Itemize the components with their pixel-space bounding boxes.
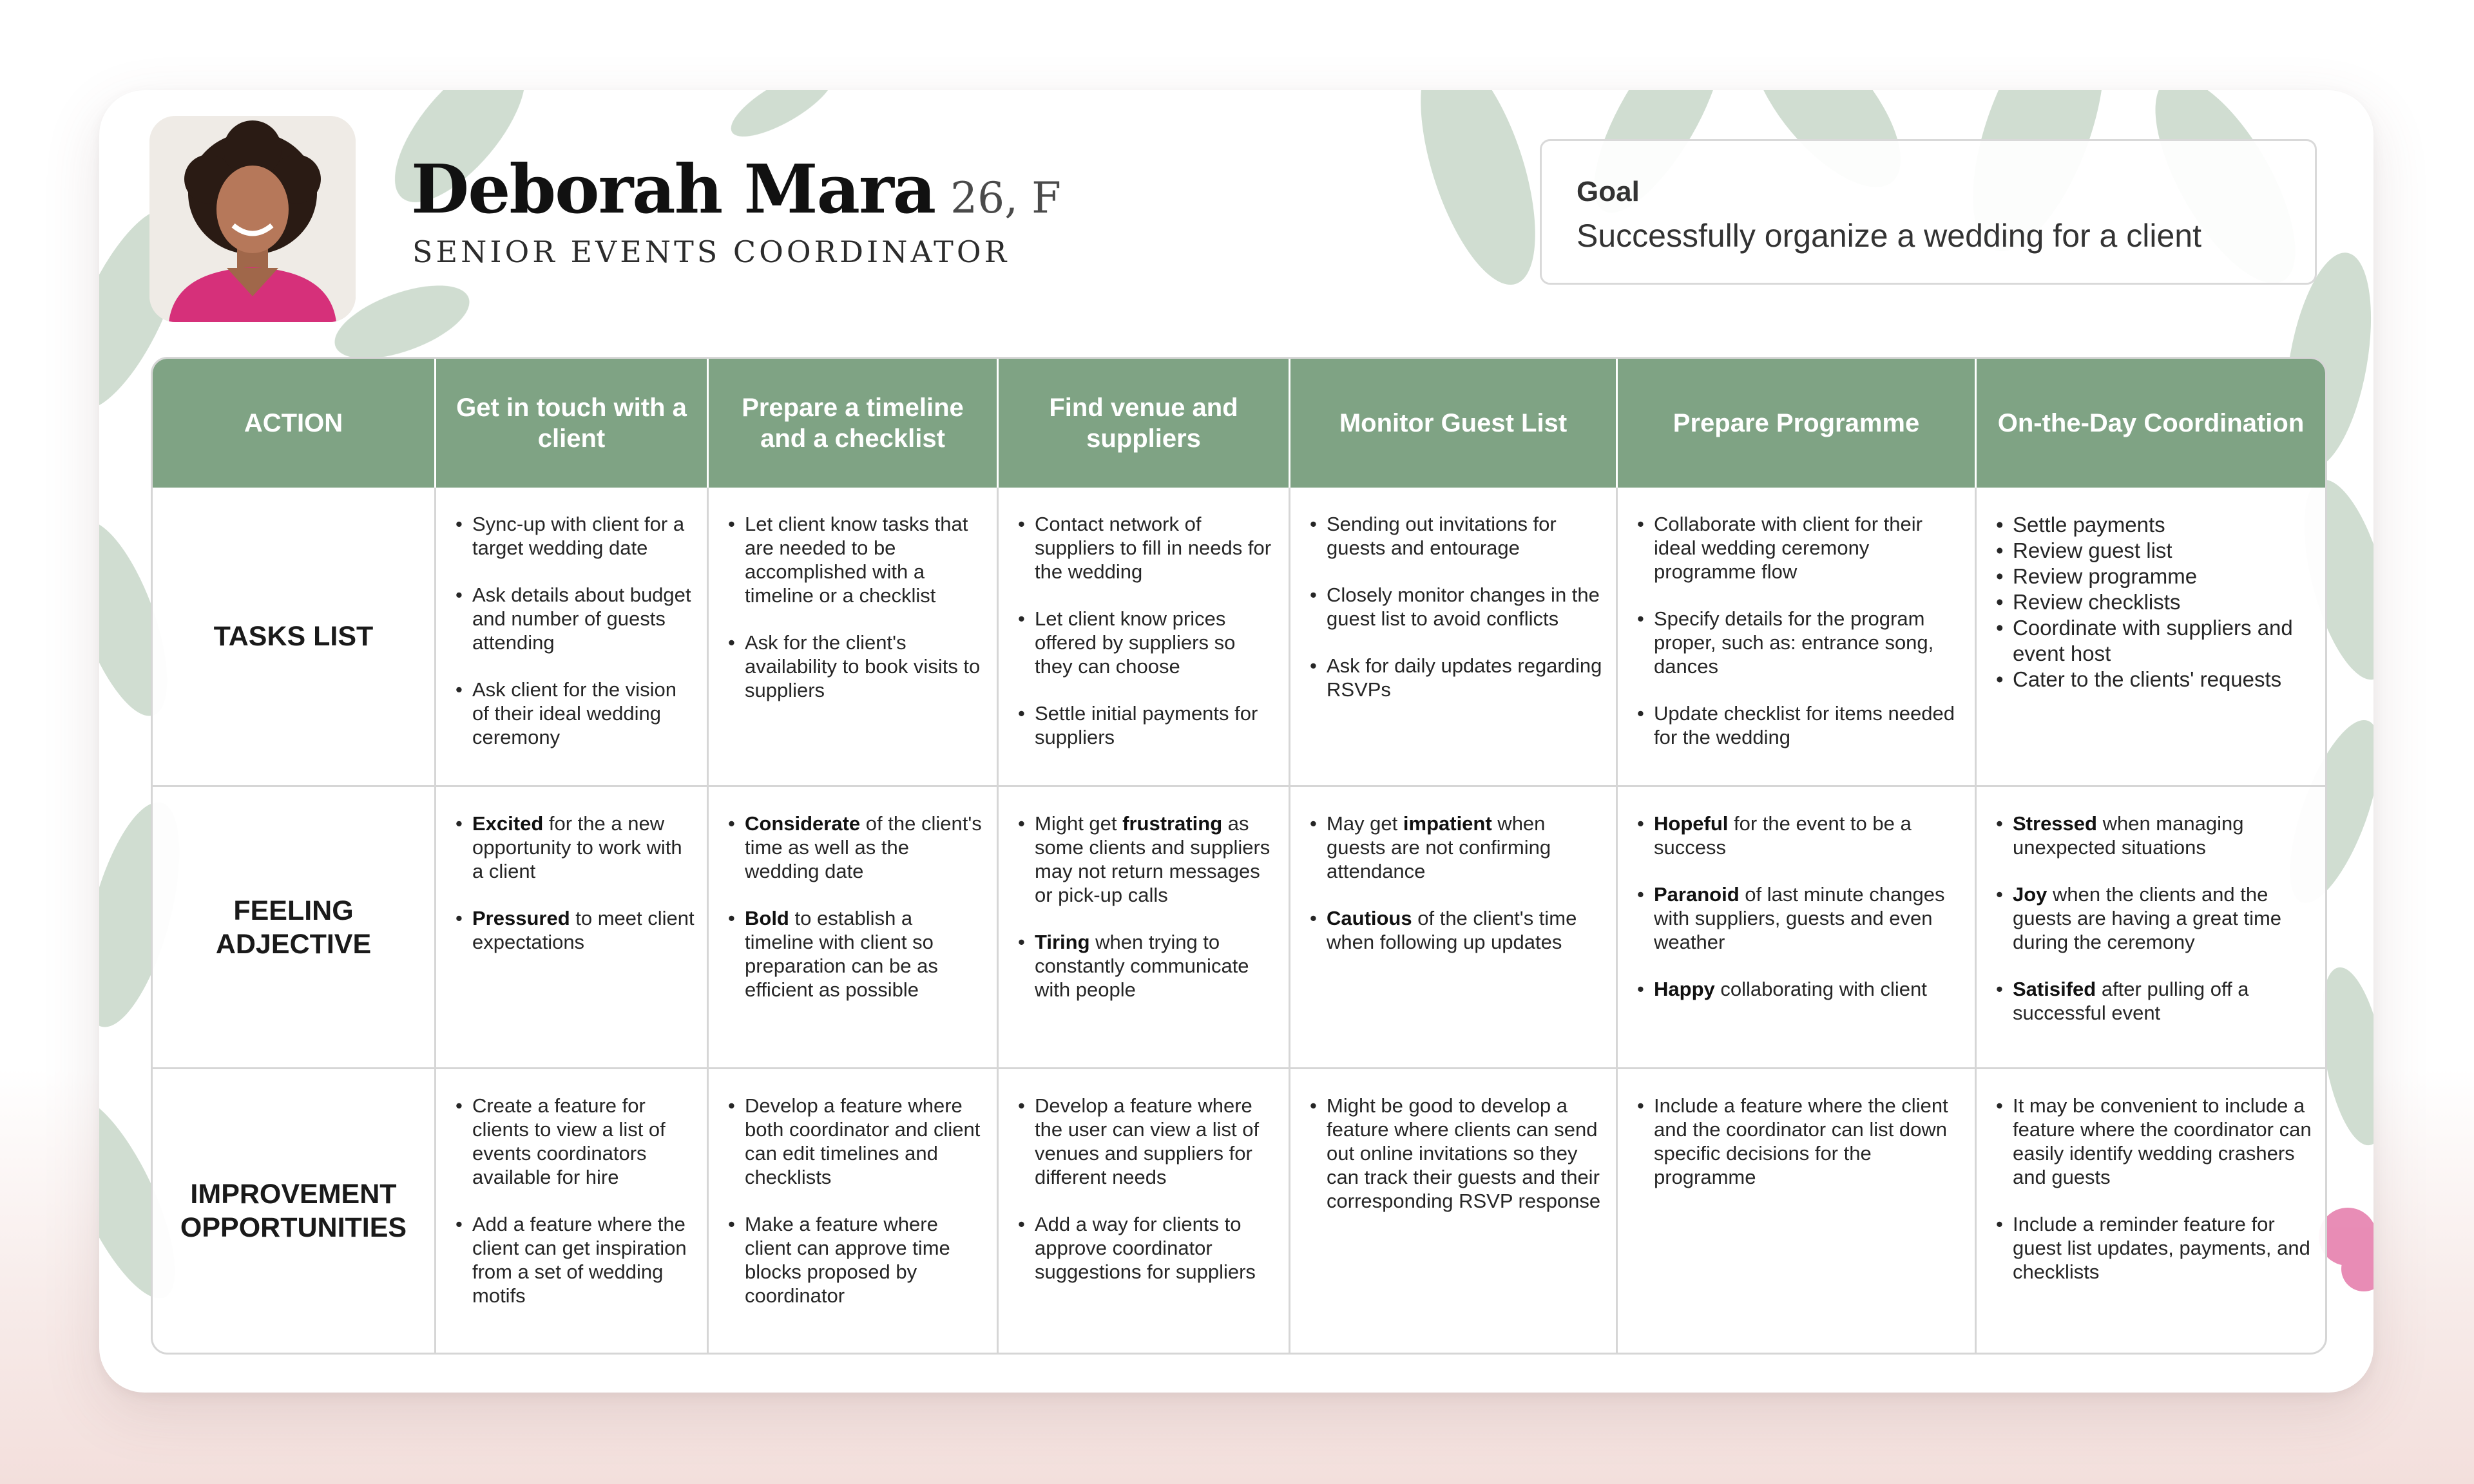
feeling-keyword: Bold — [745, 907, 789, 929]
feeling-keyword: Paranoid — [1654, 883, 1740, 906]
item-text: Review programme — [2013, 564, 2198, 588]
column-header: Monitor Guest List — [1290, 359, 1618, 488]
item-text: Cater to the clients' requests — [2013, 667, 2282, 691]
item-text: Contact network of suppliers to fill in needs for the wedding — [1035, 513, 1272, 583]
item-text: Add a way for clients to approve coordinator suggestions for suppliers — [1035, 1213, 1256, 1283]
bullet-list — [1309, 812, 1606, 954]
column-header: Get in touch with a client — [436, 359, 709, 488]
bullet-list — [1636, 512, 1964, 749]
item-text: Sending out invitations for guests and entourage — [1327, 513, 1557, 559]
bullet-list — [1309, 512, 1606, 701]
item-text: Specify details for the program proper, such as: entrance song, dances — [1654, 607, 1934, 678]
row-label: FEELING ADJECTIVE — [153, 787, 436, 1069]
goal-label: Goal — [1577, 176, 1640, 207]
list-item — [1995, 512, 2315, 538]
feeling-keyword: Stressed — [2013, 812, 2097, 835]
list-item — [1636, 512, 1964, 584]
list-item — [1017, 512, 1278, 584]
feeling-keyword: impatient — [1403, 812, 1492, 835]
action-header: ACTION — [153, 359, 436, 488]
bullet-list — [1636, 812, 1964, 1001]
item-text: Review checklists — [2013, 590, 2181, 614]
table-cell — [1290, 488, 1618, 787]
item-text: for the a new opportunity to work with a client — [472, 812, 682, 882]
list-item — [454, 512, 696, 560]
bullet-list — [1995, 812, 2315, 1025]
item-text: Update checklist for items needed for the wedding — [1654, 702, 1955, 748]
list-item — [454, 812, 696, 883]
bullet-list — [454, 1094, 696, 1308]
list-item — [1017, 812, 1278, 907]
bullet-list — [1017, 512, 1278, 749]
list-item — [454, 906, 696, 954]
item-text: when managing unexpected situations — [2013, 812, 2244, 859]
list-item — [454, 678, 696, 749]
list-item — [1995, 538, 2315, 564]
feeling-keyword: Considerate — [745, 812, 861, 835]
table-cell — [1618, 787, 1977, 1069]
bullet-list — [1309, 1094, 1606, 1213]
feeling-keyword: Excited — [472, 812, 544, 835]
list-item — [1309, 906, 1606, 954]
item-text: of the client's time as well as the wedding date — [745, 812, 982, 882]
goal-text: Successfully organize a wedding for a client — [1577, 218, 2201, 254]
table-cell — [1977, 787, 2325, 1069]
list-item — [1309, 1094, 1606, 1213]
feeling-keyword: Tiring — [1035, 931, 1090, 953]
list-item — [1309, 812, 1606, 883]
item-text: when the clients and the guests are having a great time during the ceremony — [2013, 883, 2282, 953]
persona-age-gender: 26, F — [950, 173, 1061, 223]
item-text: Create a feature for clients to view a list of events coordinators available for hire — [472, 1094, 666, 1188]
list-item — [727, 1094, 986, 1189]
list-item — [1995, 1212, 2315, 1284]
persona-card — [99, 90, 2373, 1393]
item-text: when guests are not confirming attendance — [1327, 812, 1551, 882]
list-item — [1017, 607, 1278, 678]
list-item — [1636, 812, 1964, 859]
column-header: On-the-Day Coordination — [1977, 359, 2325, 488]
table-cell — [999, 1069, 1290, 1353]
table-row-improvements — [153, 1069, 2325, 1353]
item-text: Include a feature where the client and the coordinator can list down specific decisions for the programme — [1654, 1094, 1948, 1188]
list-item — [1017, 1212, 1278, 1284]
item-text: Ask client for the vision of their ideal wedding ceremony — [472, 678, 677, 748]
list-item — [1636, 607, 1964, 678]
table-cell — [1618, 488, 1977, 787]
bullet-list — [454, 512, 696, 749]
list-item — [1017, 1094, 1278, 1189]
feeling-keyword: Satisifed — [2013, 978, 2096, 1000]
column-header: Prepare Programme — [1618, 359, 1977, 488]
item-text: Develop a feature where both coordinator and client can edit timelines and checklists — [745, 1094, 981, 1188]
persona-name: Deborah Mara — [411, 149, 935, 229]
bullet-list — [1995, 1094, 2315, 1284]
table-cell — [1290, 1069, 1618, 1353]
table-cell — [436, 787, 709, 1069]
avatar — [149, 116, 356, 322]
list-item — [1995, 667, 2315, 692]
table-row-feelings — [153, 787, 2325, 1069]
list-item — [1995, 977, 2315, 1025]
item-text: Let client know prices offered by suppliers so they can choose — [1035, 607, 1236, 678]
goal-box — [1540, 139, 2317, 285]
table-cell — [999, 787, 1290, 1069]
list-item — [1636, 977, 1964, 1001]
list-item — [1636, 701, 1964, 749]
item-prefix: Might get — [1035, 812, 1123, 835]
table-cell — [1290, 787, 1618, 1069]
item-prefix: May get — [1327, 812, 1403, 835]
table-cell — [436, 1069, 709, 1353]
table-cell — [436, 488, 709, 787]
feeling-keyword: Hopeful — [1654, 812, 1729, 835]
table-cell — [709, 1069, 999, 1353]
list-item — [1017, 701, 1278, 749]
bullet-list — [727, 812, 986, 1002]
list-item — [1309, 583, 1606, 631]
item-text: Sync-up with client for a target wedding date — [472, 513, 685, 559]
list-item — [454, 1094, 696, 1189]
item-text: when trying to constantly communicate with people — [1035, 931, 1249, 1001]
table-cell — [1977, 1069, 2325, 1353]
column-header: Prepare a timeline and a checklist — [709, 359, 999, 488]
list-item — [1995, 615, 2315, 667]
item-text: Collaborate with client for their ideal wedding ceremony programme flow — [1654, 513, 1923, 583]
list-item — [454, 583, 696, 654]
list-item — [1995, 812, 2315, 859]
feeling-keyword: Happy — [1654, 978, 1715, 1000]
list-item — [1636, 1094, 1964, 1189]
item-text: Add a feature where the client can get inspiration from a set of wedding motifs — [472, 1213, 687, 1307]
item-text: collaborating with client — [1714, 978, 1927, 1000]
item-text: Settle payments — [2013, 513, 2165, 537]
list-item — [1995, 1094, 2315, 1189]
list-item — [454, 1212, 696, 1308]
list-item — [1995, 882, 2315, 954]
list-item — [1995, 589, 2315, 615]
item-text: Ask details about budget and number of guests attending — [472, 584, 691, 654]
table-cell — [1618, 1069, 1977, 1353]
table-cell — [709, 787, 999, 1069]
item-text: Might be good to develop a feature where clients can send out online invitations so they can track their guests and their corresponding RSVP response — [1327, 1094, 1601, 1212]
portrait-photo — [149, 116, 356, 322]
persona-role: SENIOR EVENTS COORDINATOR — [412, 234, 1010, 269]
bullet-list — [1636, 1094, 1964, 1189]
table-cell — [709, 488, 999, 787]
row-label: TASKS LIST — [153, 488, 436, 787]
item-text: Make a feature where client can approve time blocks proposed by coordinator — [745, 1213, 950, 1307]
item-text: Ask for daily updates regarding RSVPs — [1327, 654, 1602, 701]
item-text: Include a reminder feature for guest list updates, payments, and checklists — [2013, 1213, 2310, 1283]
item-text: Review guest list — [2013, 538, 2172, 562]
column-header: Find venue and suppliers — [999, 359, 1290, 488]
bullet-list — [454, 812, 696, 954]
list-item — [1309, 512, 1606, 560]
item-text: to meet client expectations — [472, 907, 695, 953]
list-item — [1995, 564, 2315, 589]
feeling-keyword: Joy — [2013, 883, 2047, 906]
feeling-keyword: Cautious — [1327, 907, 1412, 929]
item-text: of the client's time when following up updates — [1327, 907, 1577, 953]
list-item — [727, 1212, 986, 1308]
item-text: Let client know tasks that are needed to be accomplished with a timeline or a checklist — [745, 513, 968, 607]
item-text: as some clients and suppliers may not return messages or pick-up calls — [1035, 812, 1271, 906]
item-text: Coordinate with suppliers and event host — [2013, 616, 2293, 665]
list-item — [727, 631, 986, 702]
bullet-list — [1995, 512, 2315, 692]
bullet-list — [727, 1094, 986, 1308]
header-row — [153, 359, 2325, 488]
list-item — [727, 812, 986, 883]
list-item — [727, 906, 986, 1002]
journey-table — [151, 357, 2327, 1355]
persona-name-row — [411, 149, 1061, 229]
item-text: of last minute changes with suppliers, guests and even weather — [1654, 883, 1945, 953]
feeling-keyword: Pressured — [472, 907, 570, 929]
item-text: for the event to be a success — [1654, 812, 1912, 859]
list-item — [1636, 882, 1964, 954]
table-cell — [1977, 488, 2325, 787]
table-cell — [999, 488, 1290, 787]
item-text: Settle initial payments for suppliers — [1035, 702, 1258, 748]
bullet-list — [727, 512, 986, 702]
list-item — [1017, 930, 1278, 1002]
item-text: after pulling off a successful event — [2013, 978, 2249, 1024]
item-text: Ask for the client's availability to book visits to suppliers — [745, 631, 981, 701]
bullet-list — [1017, 812, 1278, 1002]
feeling-keyword: frustrating — [1122, 812, 1223, 835]
item-text: Closely monitor changes in the guest list to avoid conflicts — [1327, 584, 1600, 630]
bullet-list — [1017, 1094, 1278, 1284]
list-item — [727, 512, 986, 607]
item-text: Develop a feature where the user can view a list of venues and suppliers for different needs — [1035, 1094, 1260, 1188]
item-text: It may be convenient to include a feature where the coordinator can easily identify wedding crashers and guests — [2013, 1094, 2312, 1188]
list-item — [1309, 654, 1606, 701]
item-text: to establish a timeline with client so preparation can be as efficient as possible — [745, 907, 938, 1001]
table-row-tasks — [153, 488, 2325, 787]
row-label: IMPROVEMENT OPPORTUNITIES — [153, 1069, 436, 1353]
